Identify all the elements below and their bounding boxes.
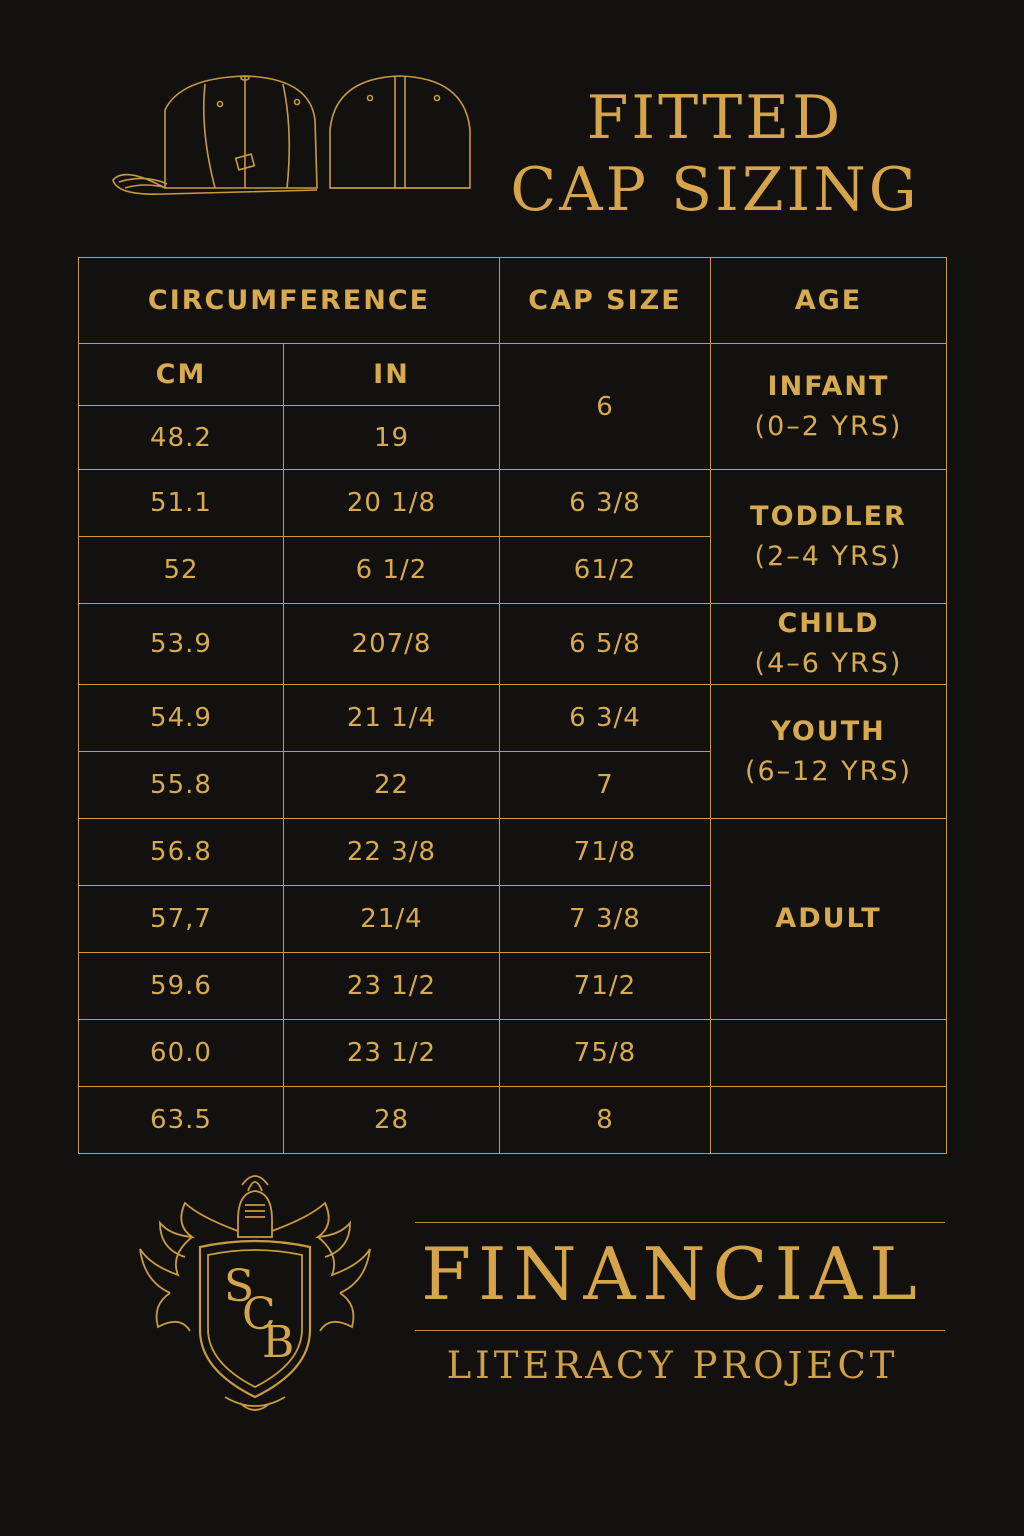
cap-illustrations xyxy=(105,70,475,200)
cap-size-cell: 7 xyxy=(500,752,711,819)
age-label: ADULT xyxy=(775,903,882,934)
cm-cell: 60.0 xyxy=(79,1020,284,1087)
cap-size-cell: 71/8 xyxy=(500,819,711,886)
monogram-letter: C xyxy=(242,1289,276,1340)
cap-side-view-icon xyxy=(113,76,317,194)
in-cell: 21 1/4 xyxy=(284,685,500,752)
in-cell: 19 xyxy=(284,406,500,470)
helmet-icon xyxy=(238,1191,272,1237)
in-cell: 6 1/2 xyxy=(284,537,500,604)
cap-size-table xyxy=(78,257,947,1154)
divider xyxy=(415,1330,945,1331)
age-label: CHILD xyxy=(777,608,880,639)
cm-cell: 59.6 xyxy=(79,953,284,1020)
table-row xyxy=(79,1020,947,1087)
divider xyxy=(415,1222,945,1223)
age-label: INFANT xyxy=(767,370,890,402)
in-cell: 207/8 xyxy=(284,604,500,685)
monogram-letter: B xyxy=(262,1317,295,1368)
cap-size-cell: 8 xyxy=(500,1087,711,1154)
age-cell-adult xyxy=(711,819,947,1020)
cm-cell: 63.5 xyxy=(79,1087,284,1154)
age-label: YOUTH xyxy=(771,715,886,747)
cap-size-cell: 75/8 xyxy=(500,1020,711,1087)
in-cell: 23 1/2 xyxy=(284,953,500,1020)
in-cell: 22 xyxy=(284,752,500,819)
age-cell-empty xyxy=(711,1087,947,1154)
cm-cell: 53.9 xyxy=(79,604,284,685)
age-cell-toddler xyxy=(711,470,947,604)
cm-cell: 52 xyxy=(79,537,284,604)
cap-size-cell: 7 3/8 xyxy=(500,886,711,953)
header-age: AGE xyxy=(711,258,947,344)
cm-cell: 55.8 xyxy=(79,752,284,819)
table-row xyxy=(79,470,947,537)
cm-cell: 51.1 xyxy=(79,470,284,537)
cap-size-cell: 61/2 xyxy=(500,537,711,604)
cm-cell: 56.8 xyxy=(79,819,284,886)
brand-name: FINANCIAL xyxy=(421,1232,924,1316)
in-cell: 23 1/2 xyxy=(284,1020,500,1087)
cm-cell: 57,7 xyxy=(79,886,284,953)
table-row xyxy=(79,1087,947,1154)
age-cell-child xyxy=(711,604,947,685)
cap-size-cell: 6 xyxy=(500,344,711,470)
age-label: TODDLER xyxy=(750,500,907,532)
cm-cell: 54.9 xyxy=(79,685,284,752)
header-cm: CM xyxy=(79,344,284,406)
age-cell-infant xyxy=(711,344,947,470)
cm-cell: 48.2 xyxy=(79,406,284,470)
crest-logo xyxy=(130,1165,380,1420)
cap-size-cell: 6 3/8 xyxy=(500,470,711,537)
cap-size-cell: 6 5/8 xyxy=(500,604,711,685)
in-cell: 22 3/8 xyxy=(284,819,500,886)
in-cell: 28 xyxy=(284,1087,500,1154)
age-range: (0–2 YRS) xyxy=(754,410,903,442)
brand-tagline: LITERACY PROJECT xyxy=(446,1344,899,1387)
age-range: (4–6 YRS) xyxy=(754,648,903,679)
age-range: (6–12 YRS) xyxy=(744,755,913,787)
page-title xyxy=(500,82,930,226)
page-title-line-1: FITTED xyxy=(586,83,844,153)
age-range: (2–4 YRS) xyxy=(754,540,903,572)
table-row xyxy=(79,819,947,886)
in-cell: 21/4 xyxy=(284,886,500,953)
in-cell: 20 1/8 xyxy=(284,470,500,537)
cap-back-view-icon xyxy=(330,76,470,188)
age-cell-youth xyxy=(711,685,947,819)
table-row xyxy=(79,604,947,685)
page-title-line-2: CAP SIZING xyxy=(510,155,920,225)
cap-size-cell: 6 3/4 xyxy=(500,685,711,752)
cap-size-cell: 71/2 xyxy=(500,953,711,1020)
header-cap-size: CAP SIZE xyxy=(500,258,711,344)
header-in: IN xyxy=(284,344,500,406)
monogram-letter: S xyxy=(224,1261,255,1312)
table-row xyxy=(79,685,947,752)
age-cell-empty xyxy=(711,1020,947,1087)
header-circumference: CIRCUMFERENCE xyxy=(79,258,500,344)
